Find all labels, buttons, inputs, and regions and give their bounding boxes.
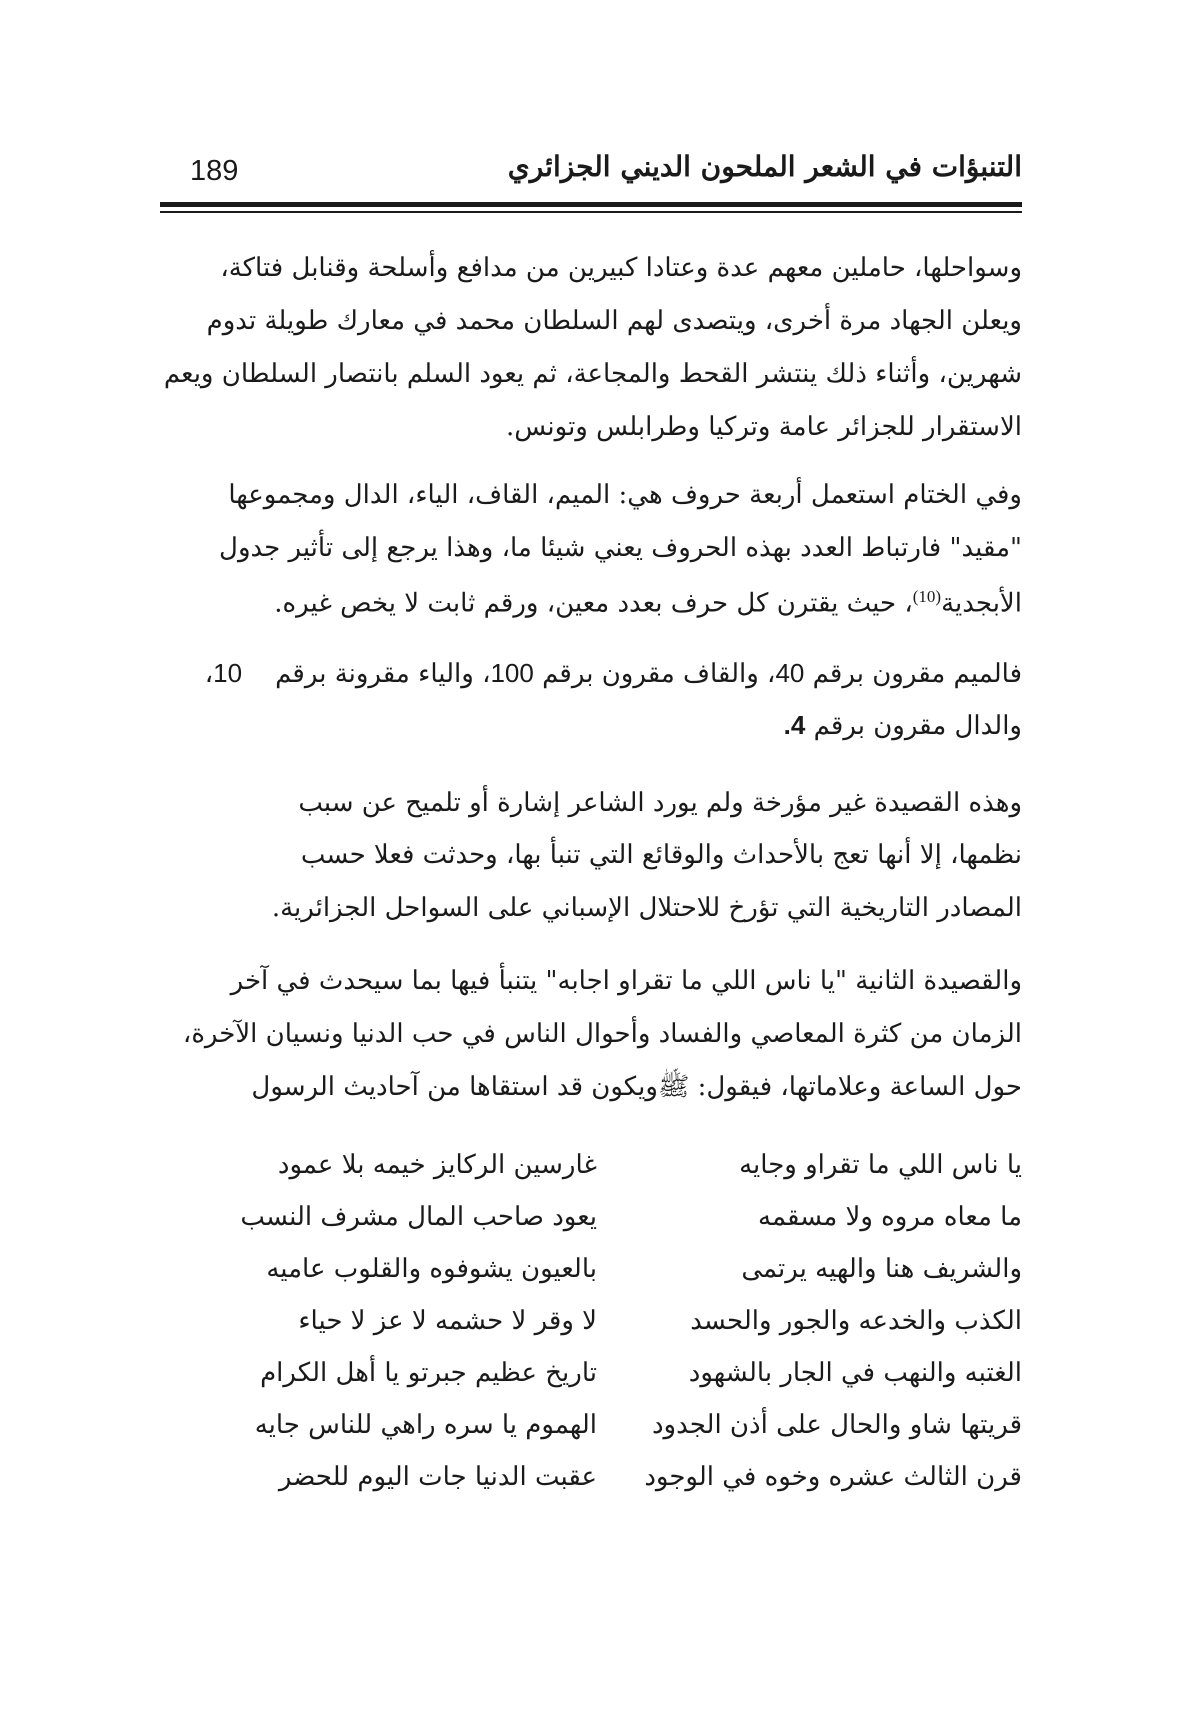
paragraph-2-line-1: وفي الختام استعمل أربعة حروف هي: الميم، القاف، الياء، الدال ومجموعها bbox=[228, 480, 1022, 510]
paragraph-5-line-3: حول الساعة وعلاماتها، فيقول: ﷺويكون قد استقاها من آحاديث الرسول bbox=[251, 1072, 1022, 1102]
verse-2-right: ما معاه مروه ولا مسقمه bbox=[758, 1202, 1022, 1232]
verse-7-right: قرن الثالث عشره وخوه في الوجود bbox=[644, 1462, 1022, 1492]
p3-text-b: ، والقاف مقرون برقم bbox=[542, 659, 776, 689]
paragraph-5-line-1: والقصيدة الثانية "يا ناس اللي ما تقراو اجابه" يتنبأ فيها بما سيحدث في آخر bbox=[230, 966, 1022, 996]
p3-text-e: والدال مقرون برقم bbox=[813, 711, 1022, 741]
paragraph-4-line-1: وهذه القصيدة غير مؤرخة ولم يورد الشاعر إشارة أو تلميح عن سبب bbox=[298, 788, 1022, 818]
paragraph-1-line-4: الاستقرار للجزائر عامة وتركيا وطرابلس وتونس. bbox=[505, 412, 1022, 442]
p3-text-c: ، والياء مقرونة برقم bbox=[275, 659, 491, 689]
footnote-marker: (10) bbox=[912, 587, 942, 606]
p3-text-d: ، bbox=[204, 659, 214, 689]
verse-7-left: عقبت الدنيا جات اليوم للحضر bbox=[278, 1462, 597, 1492]
verse-1-left: غارسين الركايز خيمه بلا عمود bbox=[277, 1150, 597, 1180]
verse-3-left: بالعيون يشوفوه والقلوب عاميه bbox=[266, 1254, 597, 1284]
paragraph-4-line-2: نظمها، إلا أنها تعج بالأحداث والوقائع التي تنبأ بها، وحدثت فعلا حسب bbox=[300, 840, 1022, 870]
verse-3-right: والشريف هنا والهيه يرتمى bbox=[741, 1254, 1022, 1284]
p3-text-a: فالميم مقرون برقم bbox=[812, 659, 1022, 689]
verse-4-left: لا وقر لا حشمه لا عز لا حياء bbox=[298, 1306, 597, 1336]
verse-6-right: قريتها شاو والحال على أذن الجدود bbox=[651, 1410, 1022, 1440]
verse-4-right: الكذب والخدعه والجور والحسد bbox=[690, 1306, 1022, 1336]
paragraph-1-line-1: وسواحلها، حاملين معهم عدة وعتادا كبيرين من مدافع وأسلحة وقنابل فتاكة، bbox=[220, 253, 1022, 283]
paragraph-1-line-3: شهرين، وأثناء ذلك ينتشر القحط والمجاعة، ثم يعود السلم بانتصار السلطان ويعم bbox=[163, 359, 1022, 389]
paragraph-1-line-2: ويعلن الجهاد مرة أخرى، ويتصدى لهم السلطان محمد في معارك طويلة تدوم bbox=[206, 306, 1022, 336]
paragraph-2-line-3 bbox=[274, 588, 1022, 617]
number-100: 100 bbox=[490, 658, 534, 688]
verse-2-left: يعود صاحب المال مشرف النسب bbox=[240, 1202, 597, 1232]
paragraph-2-line-2: "مقيد" فارتباط العدد بهذه الحروف يعني شيئا ما، وهذا يرجع إلى تأثير جدول bbox=[219, 533, 1022, 563]
number-4: 4. bbox=[783, 710, 806, 740]
verse-5-right: الغتبه والنهب في الجار بالشهود bbox=[688, 1358, 1022, 1388]
paragraph-5-line-2: الزمان من كثرة المعاصي والفساد وأحوال الناس في حب الدنيا ونسيان الآخرة، bbox=[182, 1019, 1022, 1049]
paragraph-2-line-3-end: ، حيث يقترن كل حرف بعدد معين، ورقم ثابت لا يخص غيره. bbox=[274, 588, 913, 619]
paragraph-3-line-1 bbox=[205, 660, 1022, 687]
number-10: 10 bbox=[213, 658, 243, 688]
verse-5-left: تاريخ عظيم جبرتو يا أهل الكرام bbox=[260, 1358, 597, 1388]
number-40: 40 bbox=[775, 658, 805, 688]
paragraph-2-line-3-start: الأبجدية bbox=[941, 588, 1022, 619]
paragraph-4-line-3: المصادر التاريخية التي تؤرخ للاحتلال الإسباني على السواحل الجزائرية. bbox=[271, 893, 1022, 923]
running-title: التنبؤات في الشعر الملحون الديني الجزائري bbox=[507, 150, 1022, 183]
paragraph-3-line-2 bbox=[784, 712, 1022, 739]
verse-1-right: يا ناس اللي ما تقراو وجايه bbox=[739, 1150, 1022, 1180]
verse-6-left: الهموم يا سره راهي للناس جايه bbox=[254, 1410, 597, 1440]
page-number: 189 bbox=[190, 155, 239, 187]
